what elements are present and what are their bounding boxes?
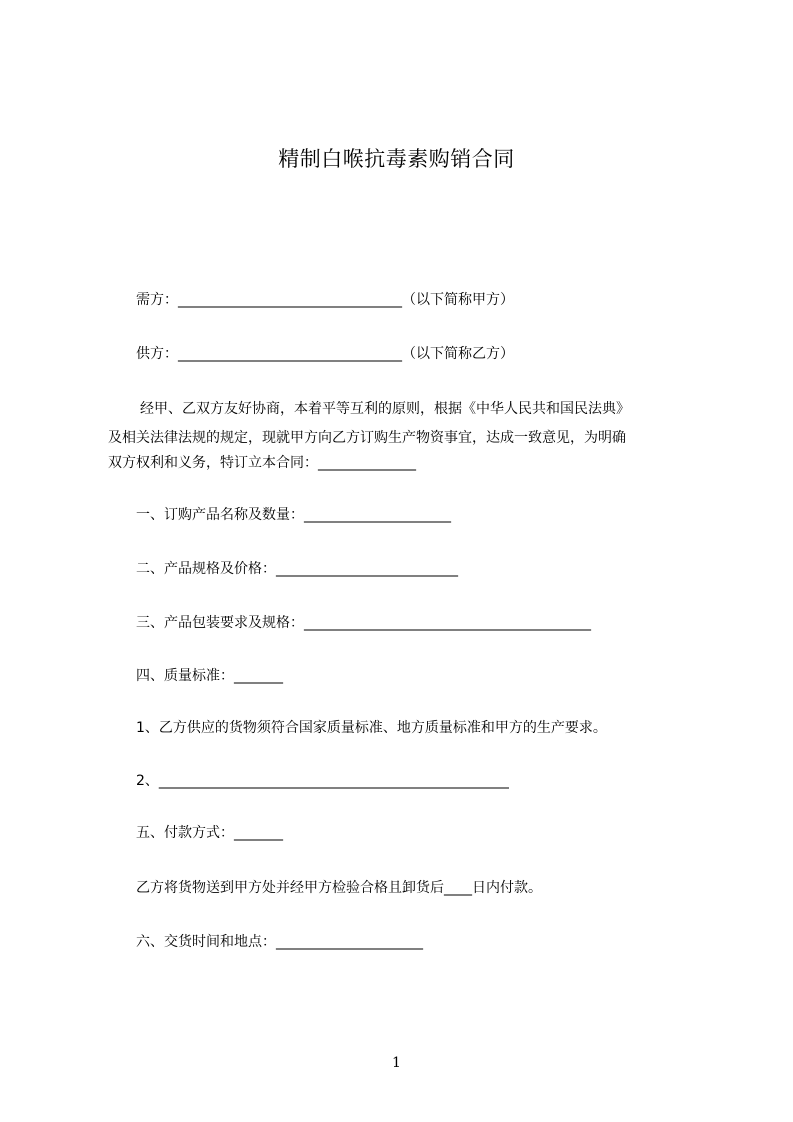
clause-quality-item-2: 2、__________________________________________________ (136, 773, 509, 789)
clause-quality-standard: 四、质量标准：_______ (136, 668, 283, 684)
seller-line: 供方：________________________________（以下简称乙方） (136, 346, 514, 362)
clause-spec-price: 二、产品规格及价格：__________________________ (136, 561, 458, 577)
document-title: 精制白喉抗毒素购销合同 (278, 147, 515, 171)
preamble-line-3: 双方权利和义务，特订立本合同：______________ (108, 455, 416, 471)
preamble-line-2: 及相关法律法规的规定，现就甲方向乙方订购生产物资事宜，达成一致意见，为明确 (108, 430, 626, 446)
clause-delivery: 六、交货时间和地点：_____________________ (136, 934, 423, 950)
buyer-line: 需方：________________________________（以下简称甲方） (136, 292, 514, 308)
clause-product-quantity: 一、订购产品名称及数量：_____________________ (136, 507, 451, 523)
clause-packaging: 三、产品包装要求及规格：_________________________________________ (136, 615, 591, 631)
preamble-line-1: 经甲、乙双方友好协商，本着平等互利的原则，根据《中华人民共和国民法典》 (140, 401, 630, 417)
clause-payment-method: 五、付款方式：_______ (136, 825, 283, 841)
clause-quality-item-1: 1、乙方供应的货物须符合国家质量标准、地方质量标准和甲方的生产要求。 (136, 720, 607, 736)
clause-payment-terms: 乙方将货物送到甲方处并经甲方检验合格且卸货后____日内付款。 (136, 880, 542, 896)
page-number: 1 (392, 1055, 401, 1071)
